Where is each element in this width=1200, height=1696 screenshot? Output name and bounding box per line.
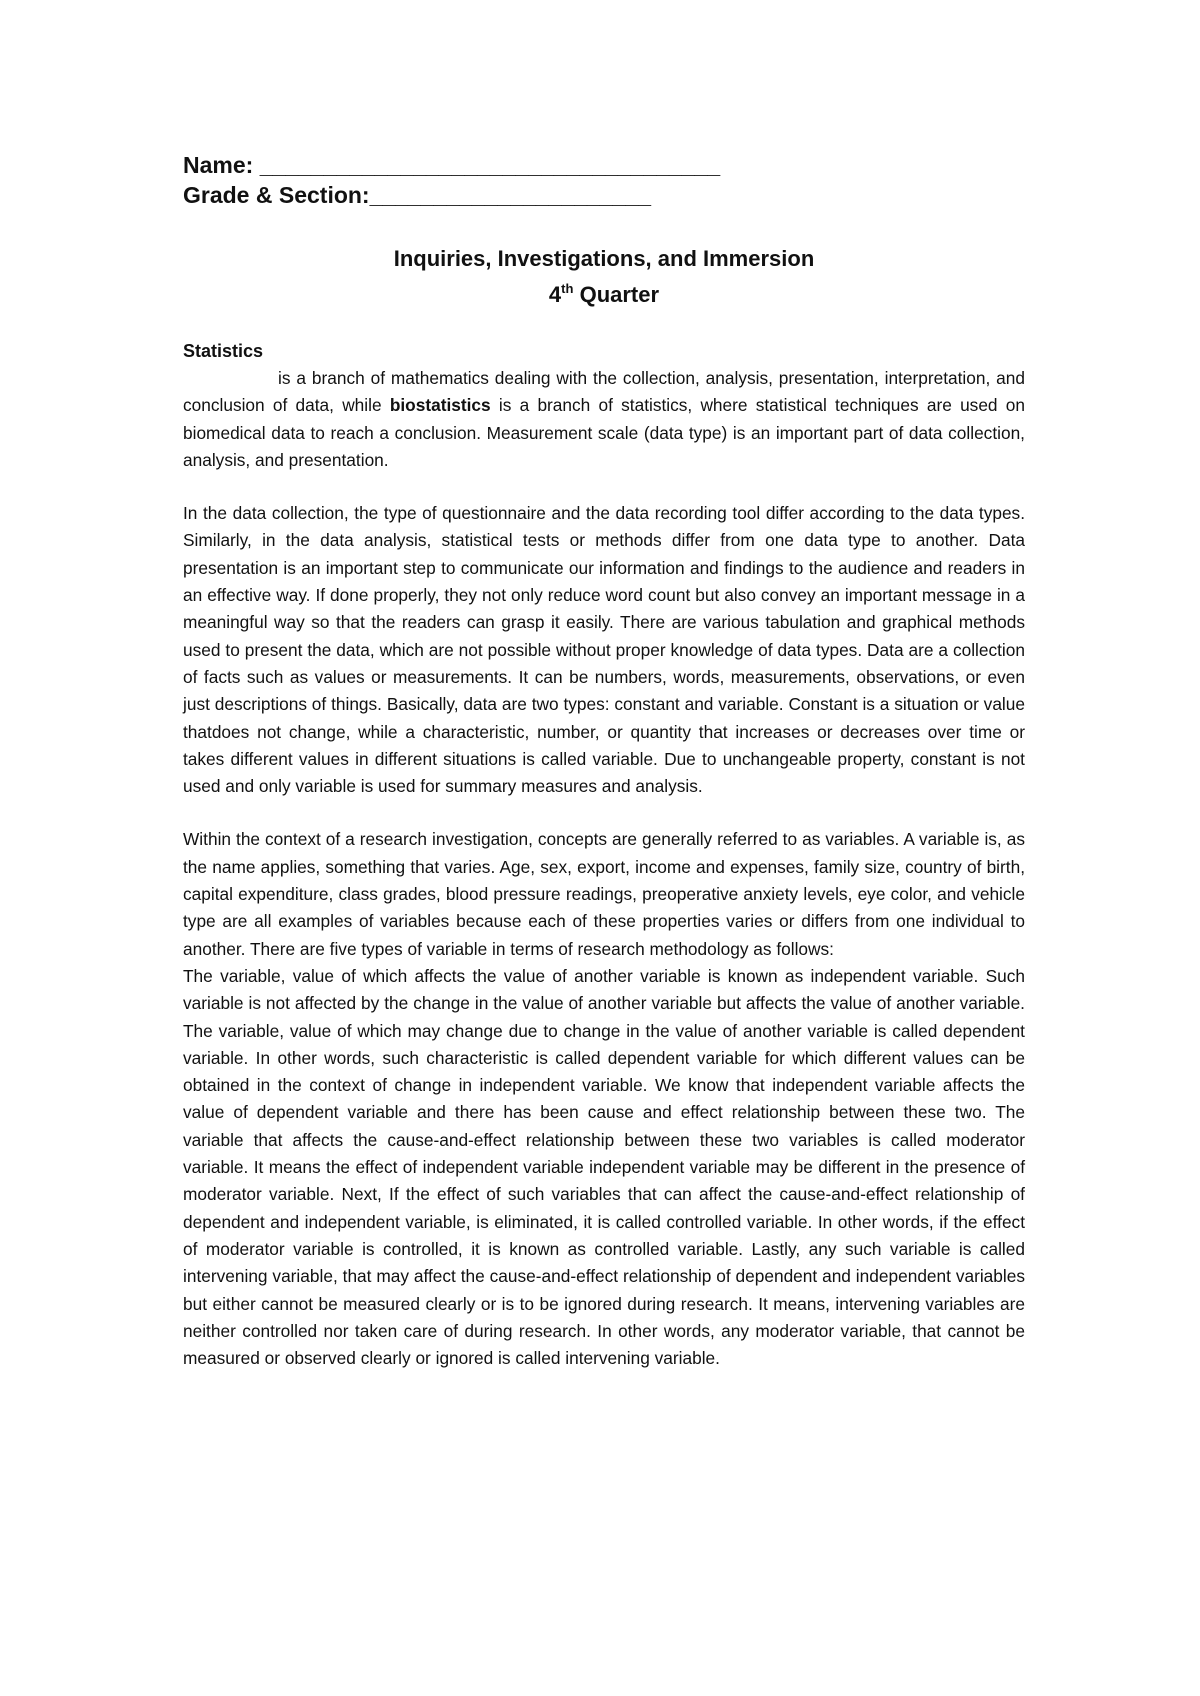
name-line: Name: ____________________________________ xyxy=(183,152,721,178)
paragraph-1-text-a: is a branch of mathematics dealing with the collection, analysis, presentation, interpretation, and conclusion of data, while xyxy=(183,368,1025,416)
paragraph-variables-context: Within the context of a research investigation, concepts are generally referred to as variables. A variable is, as the name applies, something that varies. Age, sex, export, income and expenses, family size, country of birth, capital expenditure, class grades, blood pressure readings, preoperative anxiety levels, eye color, and vehicle type are all examples of variables because each of these properties varies or differs from one individual to another. There are five types of variable in terms of research methodology as follows: xyxy=(183,829,1025,959)
paragraph-variable-types: The variable, value of which affects the value of another variable is known as independent variable. Such variable is not affected by the change in the value of another variable but affects the value of another variable. The variable, value of which may change due to change in the value of another variable is called dependent variable. In other words, such characteristic is called dependent variable for which different values can be obtained in the context of change in independent variable. We know that independent variable affects the value of dependent variable and there has been cause and effect relationship between these two. The variable that affects the cause-and-effect relationship between these two variables is called moderator variable. It means the effect of independent variable independent variable may be different in the presence of moderator variable. Next, If the effect of such variables that can affect the cause-and-effect relationship of dependent and independent variable, is eliminated, it is called controlled variable. In other words, if the effect of moderator variable is controlled, it is known as controlled variable. Lastly, any such variable is called intervening variable, that may affect the cause-and-effect relationship of dependent and independent variables but either cannot be measured clearly or is to be ignored during research. It means, intervening variables are neither controlled nor taken care of during research. In other words, any moderator variable, that cannot be measured or observed clearly or ignored is called intervening variable. xyxy=(183,965,1025,1369)
section-heading-statistics: Statistics xyxy=(183,341,264,361)
quarter-suffix: th xyxy=(561,281,574,296)
quarter-subtitle xyxy=(183,280,1025,310)
title-block xyxy=(183,244,1025,310)
paragraph-statistics-definition xyxy=(183,365,1025,474)
paragraph-1-text-b: is a branch of statistics, where statistical techniques are used on biomedical data to reach a conclusion. Measurement scale (data type) is an important part of data collection, analysis, and presentation. xyxy=(183,395,1025,470)
document-content xyxy=(183,150,1025,1372)
grade-section-line: Grade & Section:______________________ xyxy=(183,182,652,208)
paragraph-data-collection: In the data collection, the type of questionnaire and the data recording tool differ according to the data types. Similarly, in the data analysis, statistical tests or methods differ from one data type to another. Data presentation is an important step to communicate our information and findings to the audience and readers in an effective way. If done properly, they not only reduce word count but also convey an important message in a meaningful way so that the readers can grasp it easily. There are various tabulation and graphical methods used to present the data, which are not possible without proper knowledge of data types. Data are a collection of facts such as values or measurements. It can be numbers, words, measurements, observations, or even just descriptions of things. Basically, data are two types: constant and variable. Constant is a situation or value thatdoes not change, while a characteristic, number, or quantity that increases or decreases over time or takes different values in different situations is called variable. Due to unchangeable property, constant is not used and only variable is used for summary measures and analysis. xyxy=(183,503,1025,797)
quarter-word: Quarter xyxy=(579,282,660,307)
document-title: Inquiries, Investigations, and Immersion xyxy=(393,246,815,271)
quarter-number: 4 xyxy=(548,282,562,307)
biostatistics-keyword: biostatistics xyxy=(389,395,491,416)
